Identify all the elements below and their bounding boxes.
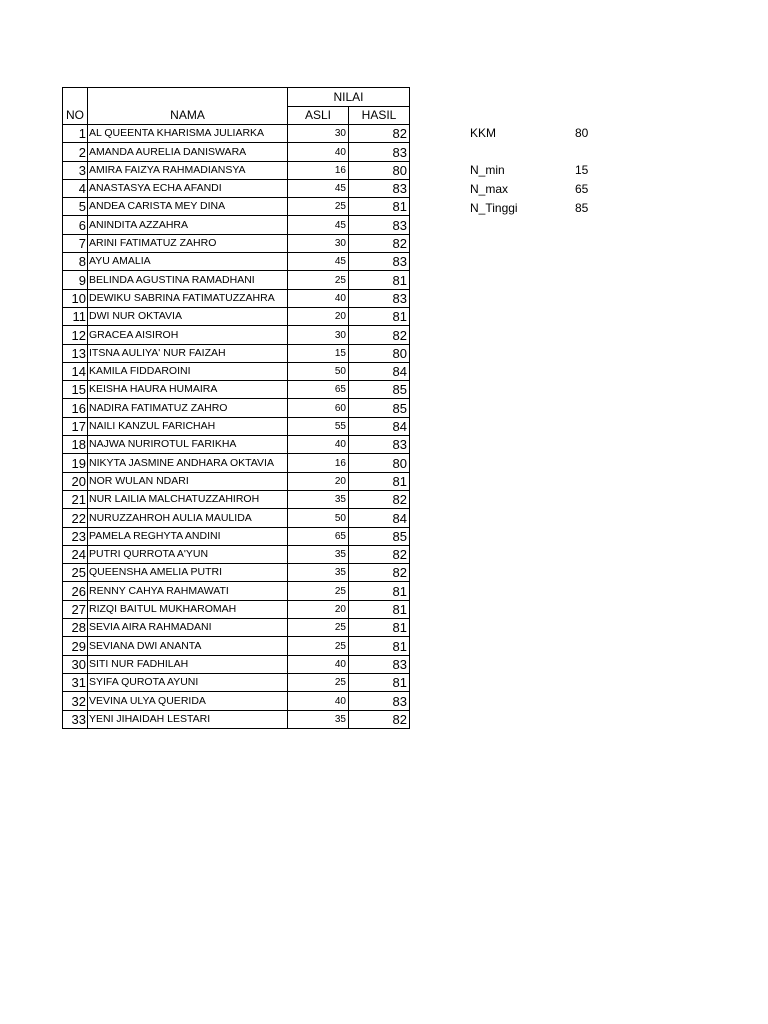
result-score: 85 xyxy=(349,399,410,417)
param-value: 15 xyxy=(575,163,589,177)
original-score: 40 xyxy=(288,289,349,307)
original-score: 65 xyxy=(288,527,349,545)
table-row xyxy=(63,545,410,563)
table-row xyxy=(63,490,410,508)
result-score: 83 xyxy=(349,436,410,454)
row-number: 12 xyxy=(63,326,88,344)
param-value: 85 xyxy=(575,201,589,215)
student-name: ANASTASYA ECHA AFANDI xyxy=(88,179,288,197)
student-name: NOR WULAN NDARI xyxy=(88,472,288,490)
param-label: N_max xyxy=(470,182,509,196)
original-score: 20 xyxy=(288,307,349,325)
original-score: 60 xyxy=(288,399,349,417)
student-name: PUTRI QURROTA A'YUN xyxy=(88,545,288,563)
table-row xyxy=(63,125,410,143)
student-name: NURUZZAHROH AULIA MAULIDA xyxy=(88,509,288,527)
student-name: PAMELA REGHYTA ANDINI xyxy=(88,527,288,545)
original-score: 25 xyxy=(288,198,349,216)
student-name: SEVIA AIRA RAHMADANI xyxy=(88,619,288,637)
row-number: 16 xyxy=(63,399,88,417)
student-name: QUEENSHA AMELIA PUTRI xyxy=(88,564,288,582)
original-score: 25 xyxy=(288,673,349,691)
result-score: 82 xyxy=(349,545,410,563)
original-score: 16 xyxy=(288,454,349,472)
param-value: 80 xyxy=(575,126,589,140)
student-name: GRACEA AISIROH xyxy=(88,326,288,344)
student-name: ANDEA CARISTA MEY DINA xyxy=(88,198,288,216)
result-score: 81 xyxy=(349,637,410,655)
result-score: 81 xyxy=(349,619,410,637)
original-score: 15 xyxy=(288,344,349,362)
result-score: 83 xyxy=(349,143,410,161)
student-name: BELINDA AGUSTINA RAMADHANI xyxy=(88,271,288,289)
table-row xyxy=(63,619,410,637)
original-score: 45 xyxy=(288,179,349,197)
original-score: 16 xyxy=(288,161,349,179)
row-number: 6 xyxy=(63,216,88,234)
original-score: 35 xyxy=(288,564,349,582)
original-score: 40 xyxy=(288,143,349,161)
student-name: DWI NUR OKTAVIA xyxy=(88,307,288,325)
header-asli: ASLI xyxy=(288,107,349,125)
student-name: RENNY CAHYA RAHMAWATI xyxy=(88,582,288,600)
original-score: 30 xyxy=(288,234,349,252)
row-number: 26 xyxy=(63,582,88,600)
original-score: 25 xyxy=(288,619,349,637)
row-number: 8 xyxy=(63,253,88,271)
table-row xyxy=(63,179,410,197)
original-score: 55 xyxy=(288,417,349,435)
row-number: 27 xyxy=(63,600,88,618)
row-number: 33 xyxy=(63,710,88,728)
original-score: 45 xyxy=(288,216,349,234)
student-name: AYU AMALIA xyxy=(88,253,288,271)
table-row xyxy=(63,655,410,673)
row-number: 24 xyxy=(63,545,88,563)
table-row xyxy=(63,673,410,691)
row-number: 25 xyxy=(63,564,88,582)
table-row xyxy=(63,161,410,179)
student-name: KEISHA HAURA HUMAIRA xyxy=(88,381,288,399)
row-number: 19 xyxy=(63,454,88,472)
table-row xyxy=(63,582,410,600)
student-name: YENI JIHAIDAH LESTARI xyxy=(88,710,288,728)
header-no-blank xyxy=(63,88,88,107)
row-number: 29 xyxy=(63,637,88,655)
original-score: 35 xyxy=(288,545,349,563)
student-name: AMIRA FAIZYA RAHMADIANSYA xyxy=(88,161,288,179)
row-number: 13 xyxy=(63,344,88,362)
result-score: 82 xyxy=(349,564,410,582)
grades-table xyxy=(62,87,410,729)
original-score: 20 xyxy=(288,472,349,490)
student-name: NADIRA FATIMATUZ ZAHRO xyxy=(88,399,288,417)
row-number: 31 xyxy=(63,673,88,691)
header-row-1 xyxy=(63,88,410,107)
param-label: N_min xyxy=(470,163,505,177)
table-row xyxy=(63,362,410,380)
student-name: ANINDITA AZZAHRA xyxy=(88,216,288,234)
row-number: 32 xyxy=(63,692,88,710)
table-row xyxy=(63,271,410,289)
result-score: 80 xyxy=(349,454,410,472)
param-n-max xyxy=(470,180,620,198)
table-row xyxy=(63,307,410,325)
original-score: 35 xyxy=(288,710,349,728)
student-name: SEVIANA DWI ANANTA xyxy=(88,637,288,655)
result-score: 81 xyxy=(349,307,410,325)
result-score: 83 xyxy=(349,253,410,271)
table-row xyxy=(63,564,410,582)
table-row xyxy=(63,692,410,710)
header-nama: NAMA xyxy=(88,107,288,125)
result-score: 84 xyxy=(349,417,410,435)
original-score: 40 xyxy=(288,655,349,673)
student-name: NAJWA NURIROTUL FARIKHA xyxy=(88,436,288,454)
param-kkm xyxy=(470,124,620,142)
result-score: 81 xyxy=(349,198,410,216)
table-row xyxy=(63,326,410,344)
table-row xyxy=(63,234,410,252)
original-score: 35 xyxy=(288,490,349,508)
table-row xyxy=(63,436,410,454)
param-value: 65 xyxy=(575,182,589,196)
row-number: 5 xyxy=(63,198,88,216)
student-name: NUR LAILIA MALCHATUZZAHIROH xyxy=(88,490,288,508)
student-name: ITSNA AULIYA' NUR FAIZAH xyxy=(88,344,288,362)
student-name: SYIFA QUROTA AYUNI xyxy=(88,673,288,691)
header-hasil: HASIL xyxy=(349,107,410,125)
result-score: 83 xyxy=(349,692,410,710)
param-n-min xyxy=(470,161,620,179)
row-number: 20 xyxy=(63,472,88,490)
original-score: 30 xyxy=(288,125,349,143)
original-score: 50 xyxy=(288,509,349,527)
original-score: 25 xyxy=(288,637,349,655)
row-number: 28 xyxy=(63,619,88,637)
table-row xyxy=(63,198,410,216)
original-score: 30 xyxy=(288,326,349,344)
result-score: 82 xyxy=(349,490,410,508)
student-name: AL QUEENTA KHARISMA JULIARKA xyxy=(88,125,288,143)
result-score: 83 xyxy=(349,216,410,234)
student-name: ARINI FATIMATUZ ZAHRO xyxy=(88,234,288,252)
result-score: 82 xyxy=(349,234,410,252)
row-number: 17 xyxy=(63,417,88,435)
table-row xyxy=(63,399,410,417)
row-number: 2 xyxy=(63,143,88,161)
table-row xyxy=(63,527,410,545)
row-number: 7 xyxy=(63,234,88,252)
result-score: 81 xyxy=(349,582,410,600)
param-label: KKM xyxy=(470,126,497,140)
row-number: 11 xyxy=(63,307,88,325)
result-score: 80 xyxy=(349,161,410,179)
row-number: 4 xyxy=(63,179,88,197)
result-score: 81 xyxy=(349,673,410,691)
param-label: N_Tinggi xyxy=(470,201,518,215)
row-number: 21 xyxy=(63,490,88,508)
result-score: 82 xyxy=(349,326,410,344)
table-row xyxy=(63,289,410,307)
original-score: 65 xyxy=(288,381,349,399)
student-name: KAMILA FIDDAROINI xyxy=(88,362,288,380)
original-score: 40 xyxy=(288,692,349,710)
student-name: AMANDA AURELIA DANISWARA xyxy=(88,143,288,161)
original-score: 25 xyxy=(288,582,349,600)
table-row xyxy=(63,454,410,472)
result-score: 83 xyxy=(349,655,410,673)
header-nilai: NILAI xyxy=(288,88,410,107)
result-score: 85 xyxy=(349,381,410,399)
row-number: 14 xyxy=(63,362,88,380)
original-score: 40 xyxy=(288,436,349,454)
student-name: NIKYTA JASMINE ANDHARA OKTAVIA xyxy=(88,454,288,472)
table-row xyxy=(63,509,410,527)
row-number: 22 xyxy=(63,509,88,527)
table-row xyxy=(63,253,410,271)
row-number: 10 xyxy=(63,289,88,307)
table-row xyxy=(63,381,410,399)
result-score: 84 xyxy=(349,509,410,527)
student-name: VEVINA ULYA QUERIDA xyxy=(88,692,288,710)
result-score: 80 xyxy=(349,344,410,362)
row-number: 30 xyxy=(63,655,88,673)
table-row xyxy=(63,417,410,435)
table-row xyxy=(63,143,410,161)
result-score: 83 xyxy=(349,289,410,307)
row-number: 3 xyxy=(63,161,88,179)
student-name: NAILI KANZUL FARICHAH xyxy=(88,417,288,435)
param-n-tinggi xyxy=(470,199,620,217)
result-score: 81 xyxy=(349,271,410,289)
result-score: 81 xyxy=(349,472,410,490)
original-score: 20 xyxy=(288,600,349,618)
row-number: 1 xyxy=(63,125,88,143)
table-row xyxy=(63,216,410,234)
table-row xyxy=(63,710,410,728)
header-no: NO xyxy=(63,107,88,125)
row-number: 18 xyxy=(63,436,88,454)
result-score: 82 xyxy=(349,125,410,143)
row-number: 23 xyxy=(63,527,88,545)
student-name: SITI NUR FADHILAH xyxy=(88,655,288,673)
result-score: 84 xyxy=(349,362,410,380)
table-row xyxy=(63,344,410,362)
result-score: 82 xyxy=(349,710,410,728)
student-name: DEWIKU SABRINA FATIMATUZZAHRA xyxy=(88,289,288,307)
row-number: 15 xyxy=(63,381,88,399)
table-row xyxy=(63,637,410,655)
original-score: 50 xyxy=(288,362,349,380)
row-number: 9 xyxy=(63,271,88,289)
result-score: 81 xyxy=(349,600,410,618)
student-name: RIZQI BAITUL MUKHAROMAH xyxy=(88,600,288,618)
header-row-2 xyxy=(63,107,410,125)
original-score: 25 xyxy=(288,271,349,289)
header-nama-blank xyxy=(88,88,288,107)
table-row xyxy=(63,600,410,618)
table-row xyxy=(63,472,410,490)
original-score: 45 xyxy=(288,253,349,271)
result-score: 85 xyxy=(349,527,410,545)
result-score: 83 xyxy=(349,179,410,197)
